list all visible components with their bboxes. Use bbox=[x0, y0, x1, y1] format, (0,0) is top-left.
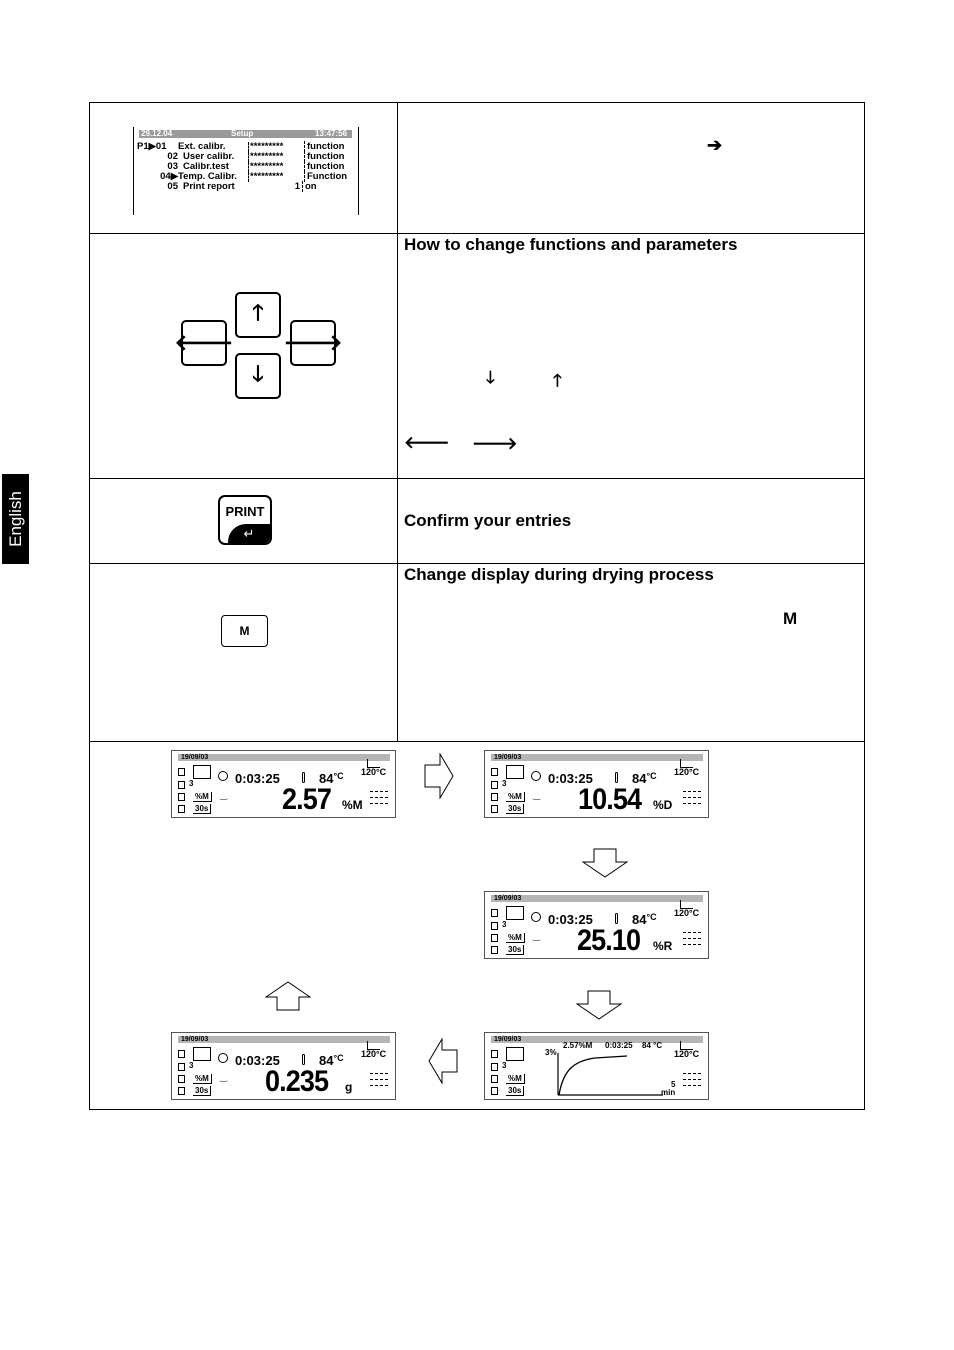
right-arrow-icon: ➔ bbox=[707, 135, 723, 155]
setup-row-value: 1 bbox=[294, 181, 300, 192]
thermometer-icon bbox=[615, 772, 618, 783]
setup-date: 29.12.04 bbox=[141, 129, 173, 138]
setup-row-func: on bbox=[302, 181, 317, 192]
drying-display-heading: Change display during drying process bbox=[404, 565, 714, 584]
lcd-date: 19/09/03 bbox=[491, 895, 703, 902]
heating-icon bbox=[683, 791, 701, 809]
graph-header-moisture: 2.57%M bbox=[563, 1041, 593, 1050]
lcd-temp-unit: °C bbox=[646, 771, 657, 781]
lcd-set-temp: 120°C bbox=[674, 908, 700, 918]
lcd-screen-m bbox=[171, 750, 396, 818]
lcd-icon-column bbox=[491, 765, 527, 817]
lcd-temp-unit: °C bbox=[333, 1053, 344, 1063]
lcd-display-icon bbox=[178, 793, 185, 801]
up-arrow-key[interactable] bbox=[235, 292, 281, 338]
clock-icon bbox=[218, 1053, 228, 1063]
setup-row-prefix: 02 bbox=[167, 151, 178, 162]
lcd-display-icon bbox=[491, 793, 498, 801]
lcd-curve-icon bbox=[506, 906, 524, 920]
lcd-screen-g bbox=[171, 1032, 396, 1100]
down-arrow-icon: 🡓 bbox=[486, 368, 495, 387]
drying-curve-graph bbox=[555, 1051, 665, 1097]
thermometer-icon bbox=[302, 772, 305, 783]
setup-row-prefix: 05 bbox=[167, 181, 178, 192]
lcd-temp-value: 84 bbox=[632, 912, 647, 927]
lcd-program-number: 3 bbox=[502, 779, 507, 788]
language-tab bbox=[2, 474, 29, 564]
lcd-display-icon bbox=[178, 1075, 185, 1083]
setup-row-prefix: 04▶ bbox=[160, 171, 178, 182]
lcd-main-value: 10.54 bbox=[578, 783, 642, 816]
lcd-temp-value: 84 bbox=[632, 771, 647, 786]
setup-row-value: ********* bbox=[248, 152, 304, 162]
lcd-date: 19/09/03 bbox=[491, 1036, 703, 1043]
lcd-dash: ‿ bbox=[220, 1072, 228, 1082]
lcd-set-temp: 120°C bbox=[674, 767, 700, 777]
setup-row-5 bbox=[137, 182, 317, 192]
lcd-main-unit: %R bbox=[653, 939, 673, 953]
confirm-heading: Confirm your entries bbox=[404, 511, 572, 530]
lcd-program-icon bbox=[491, 922, 498, 930]
setup-time: 13:47:56 bbox=[315, 129, 348, 138]
thermometer-icon bbox=[615, 913, 618, 924]
lcd-display-mode: %M bbox=[506, 933, 525, 943]
setup-row-func: function bbox=[304, 161, 344, 172]
graph-header-temp: 84 °C bbox=[642, 1041, 663, 1050]
lcd-interval-value: 30s bbox=[193, 804, 211, 814]
lcd-interval-value: 30s bbox=[506, 945, 524, 955]
graph-x-unit: min bbox=[661, 1088, 676, 1097]
lcd-interval-icon bbox=[491, 1087, 498, 1095]
lcd-main-value: 2.57 bbox=[282, 783, 331, 816]
lcd-mode-icon bbox=[491, 1050, 498, 1058]
lcd-temp-unit: °C bbox=[333, 771, 344, 781]
graph-y-label: 3% bbox=[545, 1048, 557, 1057]
lcd-display-mode: %M bbox=[193, 792, 212, 802]
lcd-interval-icon bbox=[178, 805, 185, 813]
setup-row-name: Ext. calibr. bbox=[178, 141, 226, 152]
setup-row-func: function bbox=[304, 141, 344, 152]
thermometer-icon bbox=[302, 1054, 305, 1065]
lcd-display-icon bbox=[491, 1075, 498, 1083]
lcd-interval-value: 30s bbox=[506, 1086, 524, 1096]
m-key-reference: M bbox=[783, 609, 798, 628]
functions-heading: How to change functions and parameters bbox=[404, 235, 738, 254]
lcd-main-value: 0.235 bbox=[265, 1065, 329, 1098]
setup-row-value: ********* bbox=[248, 142, 304, 152]
setup-row-value: ********* bbox=[248, 162, 304, 172]
lcd-mode-icon bbox=[491, 909, 498, 917]
lcd-elapsed-time: 0:03:25 bbox=[548, 771, 593, 786]
setup-row-func: Function bbox=[304, 171, 347, 182]
setup-screen bbox=[133, 127, 359, 215]
setup-row-name: Print report bbox=[183, 181, 235, 192]
right-arrow-icon: 🡒 bbox=[472, 434, 518, 453]
setup-row-prefix: 03 bbox=[167, 161, 178, 172]
right-arrow-key[interactable] bbox=[283, 320, 343, 366]
graph-header-time: 0:03:25 bbox=[605, 1041, 633, 1050]
setup-row-name: Temp. Calibr. bbox=[178, 171, 237, 182]
lcd-screen-d bbox=[484, 750, 709, 818]
heating-icon bbox=[683, 1073, 701, 1091]
lcd-screen-graph bbox=[484, 1032, 709, 1100]
clock-icon bbox=[531, 912, 541, 922]
lcd-curve-icon bbox=[193, 1047, 211, 1061]
lcd-screen-r bbox=[484, 891, 709, 959]
left-arrow-icon: 🡐 bbox=[404, 433, 450, 452]
lcd-elapsed-time: 0:03:25 bbox=[548, 912, 593, 927]
heating-icon bbox=[370, 791, 388, 809]
lcd-date: 19/09/03 bbox=[178, 754, 390, 761]
language-tab-label: English bbox=[5, 491, 25, 547]
lcd-date: 19/09/03 bbox=[178, 1036, 390, 1043]
lcd-main-unit: %M bbox=[342, 798, 363, 812]
lcd-icon-column bbox=[178, 765, 214, 817]
heating-icon bbox=[370, 1073, 388, 1091]
lcd-temp-unit: °C bbox=[646, 912, 657, 922]
left-arrow-icon: 🡐 bbox=[174, 330, 234, 355]
setup-row-func: function bbox=[304, 151, 344, 162]
lcd-interval-icon bbox=[178, 1087, 185, 1095]
left-arrow-key[interactable] bbox=[174, 320, 234, 366]
enter-icon: ↵ bbox=[228, 524, 270, 543]
lcd-dash: ‿ bbox=[533, 790, 541, 800]
lcd-program-icon bbox=[491, 781, 498, 789]
setup-row-value: ********* bbox=[248, 172, 304, 182]
lcd-curve-icon bbox=[506, 765, 524, 779]
lcd-display-mode: %M bbox=[193, 1074, 212, 1084]
lcd-curve-icon bbox=[506, 1047, 524, 1061]
lcd-mode-icon bbox=[491, 768, 498, 776]
lcd-main-value: 25.10 bbox=[577, 924, 641, 957]
lcd-dash: ‿ bbox=[533, 931, 541, 941]
lcd-dash: ‿ bbox=[220, 790, 228, 800]
lcd-program-number: 3 bbox=[189, 779, 194, 788]
lcd-date: 19/09/03 bbox=[491, 754, 703, 761]
heating-icon bbox=[683, 932, 701, 950]
lcd-interval-value: 30s bbox=[506, 804, 524, 814]
lcd-program-icon bbox=[491, 1063, 498, 1071]
up-arrow-icon: 🡑 bbox=[553, 371, 562, 390]
lcd-icon-column bbox=[491, 906, 527, 958]
lcd-main-unit: g bbox=[345, 1080, 353, 1094]
lcd-mode-icon bbox=[178, 1050, 185, 1058]
m-key[interactable] bbox=[221, 615, 268, 647]
lcd-display-icon bbox=[491, 934, 498, 942]
clock-icon bbox=[531, 771, 541, 781]
setup-header-bar bbox=[139, 130, 352, 138]
down-arrow-icon: 🡓 bbox=[252, 361, 264, 386]
up-arrow-icon: 🡑 bbox=[252, 300, 264, 325]
lcd-temp-value: 84 bbox=[319, 1053, 334, 1068]
down-arrow-key[interactable] bbox=[235, 353, 281, 399]
print-key[interactable] bbox=[218, 495, 272, 545]
lcd-interval-icon bbox=[491, 805, 498, 813]
lcd-icon-column bbox=[178, 1047, 214, 1099]
instruction-table bbox=[89, 102, 865, 1110]
setup-row-name: User calibr. bbox=[183, 151, 235, 162]
setup-title: Setup bbox=[231, 129, 254, 138]
lcd-program-number: 3 bbox=[189, 1061, 194, 1070]
graph-x-value: 5 bbox=[671, 1080, 676, 1089]
right-arrow-icon: 🡒 bbox=[283, 330, 343, 355]
setup-row-prefix: P1▶01 bbox=[137, 141, 167, 152]
arrow-down-icon bbox=[576, 990, 622, 1020]
lcd-set-temp: 120°C bbox=[361, 767, 387, 777]
lcd-interval-icon bbox=[491, 946, 498, 954]
lcd-main-unit: %D bbox=[653, 798, 673, 812]
lcd-elapsed-time: 0:03:25 bbox=[235, 1053, 280, 1068]
lcd-display-mode: %M bbox=[506, 792, 525, 802]
arrow-up-icon bbox=[265, 981, 311, 1011]
lcd-temp-value: 84 bbox=[319, 771, 334, 786]
lcd-program-number: 3 bbox=[502, 1061, 507, 1070]
arrow-down-icon bbox=[582, 848, 628, 878]
lcd-program-icon bbox=[178, 1063, 185, 1071]
lcd-curve-icon bbox=[193, 765, 211, 779]
arrow-left-icon bbox=[428, 1038, 458, 1084]
setup-row-name: Calibr.test bbox=[183, 161, 229, 172]
lcd-display-mode: %M bbox=[506, 1074, 525, 1084]
lcd-set-temp: 120°C bbox=[674, 1049, 700, 1059]
lcd-program-icon bbox=[178, 781, 185, 789]
lcd-set-temp: 120°C bbox=[361, 1049, 387, 1059]
lcd-interval-value: 30s bbox=[193, 1086, 211, 1096]
lcd-icon-column bbox=[491, 1047, 527, 1099]
clock-icon bbox=[218, 771, 228, 781]
lcd-elapsed-time: 0:03:25 bbox=[235, 771, 280, 786]
print-key-label: PRINT bbox=[225, 504, 265, 519]
arrow-right-icon bbox=[424, 753, 454, 799]
m-key-label: M bbox=[239, 624, 250, 638]
lcd-mode-icon bbox=[178, 768, 185, 776]
lcd-program-number: 3 bbox=[502, 920, 507, 929]
